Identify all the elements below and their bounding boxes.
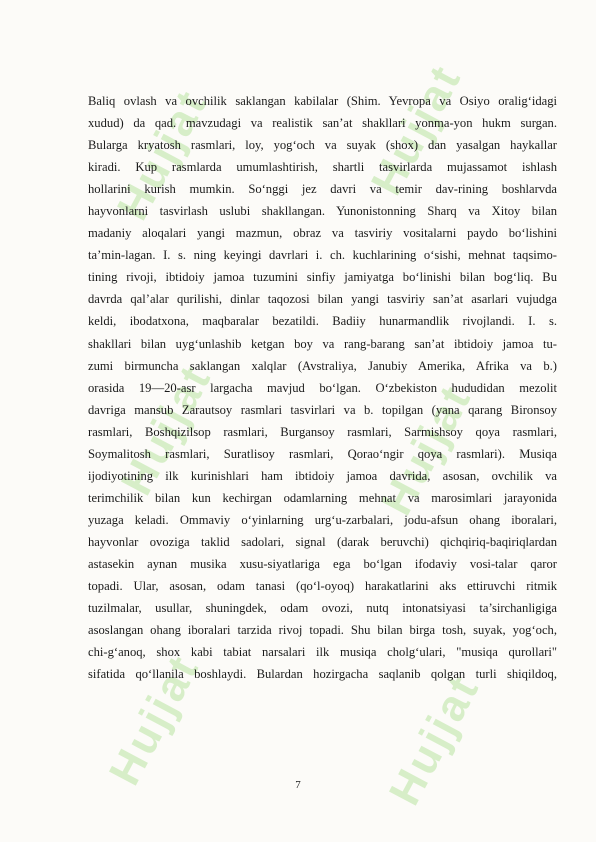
text-line: keldi, ibodatxona, maqbaralar bezatildi. Badiiy hunarmandlik rivojlandi. I. s.	[88, 314, 557, 329]
text-line: Baliq ovlash va ovchilik saklangan kabilalar (Shim. Yevropa va Osiyo oralig‘idagi	[88, 94, 557, 108]
text-line: kiradi. Kup rasmlarda umumlashtirish, shartli tasvirlarda mujassamot ishlash	[88, 160, 557, 175]
watermark-logo: Hujjat	[362, 56, 472, 204]
text-line: Soymalitosh rasmlari, Suratlisoy rasmlari, Qorao‘ngir qoya rasmlari). Musiqa	[88, 446, 557, 461]
text-line: hayvonlar ovoziga taklid sadolari, signal (darak beruvchi) qichqiriq-baqiriqlardan	[88, 534, 557, 549]
text-line: tining rivoji, ibtidoiy jamoa tuzumini sinfiy jamiyatga bo‘linishi bilan bog‘liq. Bu	[88, 270, 557, 285]
watermark-logo: Hujjat	[100, 646, 210, 794]
text-line: asoslangan ohang iboralari tarzida rivoj topadi. Shu bilan birga tosh, suyak, yog‘och,	[88, 623, 557, 638]
text-line: yuzaga keladi. Ommaviy o‘yinlarning urg‘u-zarbalari, jodu-afsun ohang iboralari,	[88, 512, 557, 527]
watermark-logo: Hujjat	[112, 356, 222, 504]
text-line: rasmlari, Boshqizilsop rasmlari, Burgansoy rasmlari, Sarmishsoy qoya rasmlari,	[88, 424, 557, 439]
text-line: xudud) da qad. mavzudagi va realistik san’at shakllari yonma-yon hukm surgan.	[88, 116, 557, 131]
text-line: ijodiyotining ilk kurinishlari ham ibtidoiy jamoa davrida, asosan, ovchilik va	[88, 468, 557, 483]
text-line: shakllari bilan uyg‘unlashib ketgan boy va rang-barang san’at ibtidoiy jamoa tu-	[88, 336, 557, 351]
body-paragraph	[88, 90, 557, 685]
text-line: astasekin aynan musika xusu-siyatlariga ega bo‘lgan ifodaviy vosi-talar qaror	[88, 556, 557, 571]
text-line: ta’min-lagan. I. s. ning keyingi davrlari i. ch. kuchlarining o‘sishi, mehnat taqsimo-	[88, 248, 557, 263]
watermark-logo: Hujjat	[372, 376, 482, 524]
text-line: zumi birmuncha saklangan xalqlar (Avstraliya, Janubiy Amerika, Afrika va b.)	[88, 358, 557, 373]
page-number: 7	[295, 779, 301, 791]
watermark-logo: Hujjat	[380, 666, 490, 814]
text-line: davriga mansub Zarautsoy rasmlari tasvirlari va b. topilgan (yana qarang Bironsoy	[88, 402, 557, 417]
text-line: tuzilmalar, usullar, shuningdek, odam ovozi, nutq intonatsiyasi ta’sirchanligiga	[88, 601, 557, 616]
text-line: topadi. Ular, asosan, odam tanasi (qo‘l-oyoq) harakatlarini aks ettiruvchi ritmik	[88, 579, 557, 594]
watermark-logo: Hujjat	[108, 81, 218, 229]
text-line: terimchilik bilan kun kechirgan odamlarning mehnat va marosimlari jarayonida	[88, 490, 557, 505]
text-line: Bularga kryatosh rasmlari, loy, yog‘och va suyak (shox) dan yasalgan haykallar	[88, 138, 557, 153]
text-line: hollarini kurish mumkin. So‘nggi jez davri va temir dav-rining boshlarvda	[88, 182, 557, 197]
text-line: hayvonlarni tasvirlash uslubi shakllangan. Yunonistonning Sharq va Xitoy bilan	[88, 204, 557, 219]
text-line: orasida 19—20-asr largacha mavjud bo‘lgan. O‘zbekiston hududidan mezolit	[88, 380, 557, 395]
text-line: sifatida qo‘llanila boshlaydi. Bulardan hozirgacha saqlanib qolgan turli shiqildoq,	[88, 667, 557, 682]
text-line: chi-g‘anoq, shox kabi tabiat narsalari ilk musiqa cholg‘ulari, "musiqa qurollari"	[88, 645, 557, 660]
text-line: madaniy aloqalari yangi mazmun, obraz va tasviriy vositalarni paydo bo‘lishini	[88, 226, 557, 241]
text-line: davrda qal’alar qurilishi, dinlar taqozosi bilan yangi tasviriy san’at asarlari vujudga	[88, 292, 557, 307]
